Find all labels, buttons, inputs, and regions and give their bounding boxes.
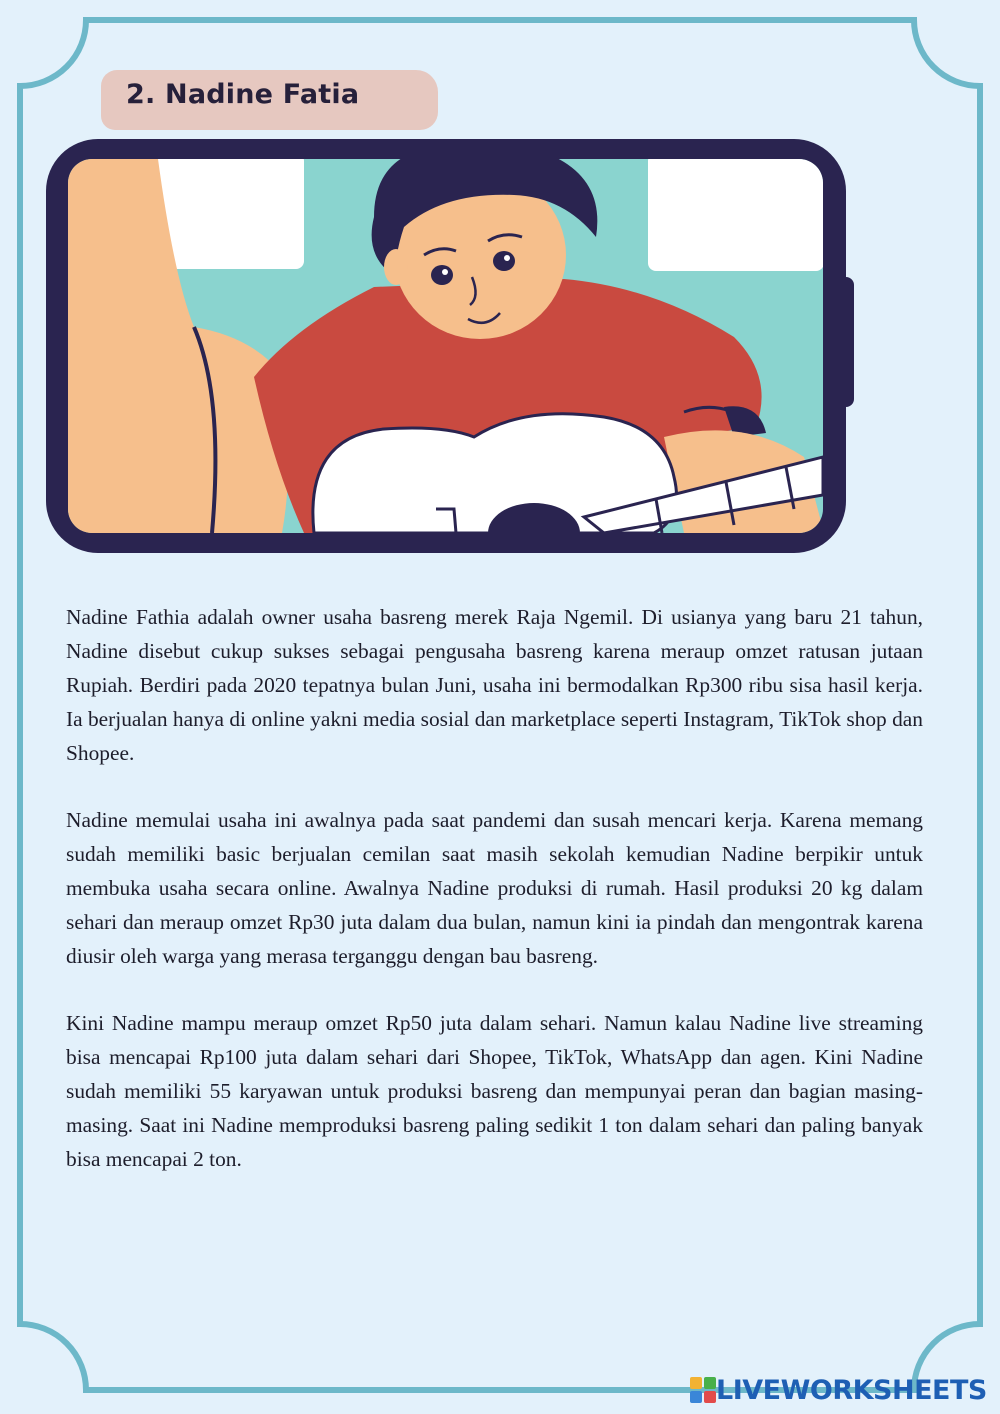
phone-selfie-illustration (44, 137, 854, 557)
paragraph-3: Kini Nadine mampu meraup omzet Rp50 juta dalam sehari. Namun kalau Nadine live streaming bisa mencapai Rp100 juta dalam sehari dari Shopee, TikTok, WhatsApp dan agen. Kini Nadine sudah memiliki 55 karyawan untuk produksi basreng dan mempunyai peran dan bagian masing-masing. Saat ini Nadine memproduksi basreng paling sedikit 1 ton dalam sehari dan paling banyak bisa mencapai 2 ton. (66, 1011, 923, 1171)
paragraph-2: Nadine memulai usaha ini awalnya pada saat pandemi dan susah mencari kerja. Karena memang sudah memiliki basic berjualan cemilan saat masih sekolah kemudian Nadine berpikir untuk membuka usaha secara online. Awalnya Nadine produksi di rumah. Hasil produksi 20 kg dalam sehari dan meraup omzet Rp30 juta dalam dua bulan, namun kini ia pindah dan mengontrak karena diusir oleh warga yang merasa terganggu dengan bau basreng. (66, 808, 923, 968)
liveworksheets-logo[interactable] (690, 1374, 987, 1406)
logo-text: LIVEWORKSHEETS (716, 1374, 987, 1406)
paragraph-1: Nadine Fathia adalah owner usaha basreng merek Raja Ngemil. Di usianya yang baru 21 tahun, Nadine disebut cukup sukses sebagai pengusaha basreng karena meraup omzet ratusan jutaan Rupiah. Berdiri pada 2020 tepatnya bulan Juni, usaha ini bermodalkan Rp300 ribu sisa hasil kerja. Ia berjualan hanya di online yakni media sosial dan marketplace seperti Instagram, TikTok shop dan Shopee. (66, 605, 923, 765)
page-title: 2. Nadine Fatia (126, 79, 360, 110)
liveworksheets-logo-icon (690, 1377, 716, 1403)
article-body (66, 600, 923, 1209)
